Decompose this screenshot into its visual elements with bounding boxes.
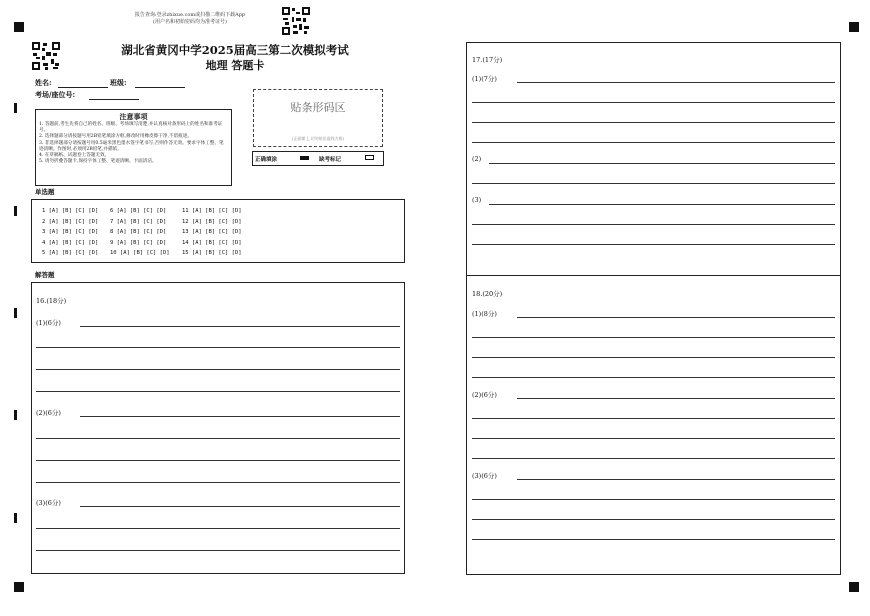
notice-item: 2. 选择题部分请按题号用2B铅笔填涂方框,修改时用橡皮擦干净,不留痕迹。 — [39, 134, 192, 140]
answer-line[interactable] — [36, 460, 400, 461]
mcq-question[interactable]: 9 [A] [B] [C] [D] — [110, 239, 167, 246]
notice-item: 5. 请勿折叠答题卡,保持字体工整、笔迹清晰、卡面清洁。 — [39, 159, 157, 165]
timing-mark — [14, 103, 17, 113]
answer-line[interactable] — [472, 244, 835, 245]
room-field[interactable] — [89, 99, 139, 100]
answer-line[interactable] — [36, 528, 400, 529]
mcq-section-label: 单选题 — [35, 188, 55, 196]
name-field[interactable] — [58, 87, 108, 88]
mcq-question[interactable]: 12 [A] [B] [C] [D] — [182, 218, 242, 225]
q17-part3-label: (3) — [472, 196, 482, 204]
mcq-question[interactable]: 8 [A] [B] [C] [D] — [110, 229, 167, 235]
answer-line[interactable] — [489, 163, 835, 164]
answer-line[interactable] — [36, 391, 400, 392]
class-field[interactable] — [135, 87, 185, 88]
answer-line[interactable] — [36, 438, 400, 439]
mcq-question[interactable]: 6 [A] [B] [C] [D] — [110, 208, 167, 214]
answer-line[interactable] — [80, 326, 400, 327]
timing-mark — [14, 206, 17, 216]
answer-line[interactable] — [472, 519, 835, 520]
mcq-question[interactable]: 4 [A] [B] [C] [D] — [42, 239, 99, 246]
mcq-column — [42, 206, 98, 259]
q17-part1-label: (1)(7分) — [472, 75, 497, 83]
answer-line[interactable] — [517, 479, 835, 480]
corner-mark-tr — [849, 22, 859, 32]
notice-item: 3. 非选择题部分请按题号用0.5毫米黑色墨水签字笔书写,否则作答无效。要求字体工整、笔迹清晰。作图时,必须用2B铅笔,并描浓。 — [39, 140, 224, 152]
report-notice — [110, 12, 270, 26]
corner-mark-bl — [14, 582, 24, 592]
q16-part3-label: (3)(6分) — [36, 499, 61, 507]
answer-line[interactable] — [472, 438, 835, 439]
subject-title: 地理 答题卡 — [205, 59, 265, 72]
answer-line[interactable] — [472, 142, 835, 143]
answer-line[interactable] — [472, 377, 835, 378]
answer-line[interactable] — [489, 204, 835, 205]
answer-line[interactable] — [36, 550, 400, 551]
timing-mark — [14, 410, 17, 420]
q18-part1-label: (1)(8分) — [472, 310, 497, 318]
correct-fill-label: 正确填涂 — [255, 157, 278, 163]
mcq-question[interactable]: 10 [A] [B] [C] [D] — [110, 250, 170, 256]
correct-fill-sample — [300, 156, 309, 160]
q18-part3-label: (3)(6分) — [472, 472, 497, 480]
answer-line[interactable] — [472, 102, 835, 103]
q16-part1-label: (1)(6分) — [36, 319, 61, 327]
mcq-question[interactable]: 11 [A] [B] [C] [D] — [182, 208, 242, 214]
absent-mark-label: 缺考标记 — [319, 157, 342, 163]
answer-line[interactable] — [472, 357, 835, 358]
corner-mark-br — [849, 582, 859, 592]
notice-item: 4. 在草稿纸、试题卷上答题无效。 — [39, 153, 110, 159]
notice-box — [35, 109, 232, 186]
mcq-column — [110, 206, 170, 259]
answer-line[interactable] — [472, 337, 835, 338]
name-label: 姓名: — [35, 78, 52, 87]
mcq-question[interactable]: 1 [A] [B] [C] [D] — [42, 208, 99, 214]
q17-part2-label: (2) — [472, 155, 482, 163]
mcq-question[interactable]: 7 [A] [B] [C] [D] — [110, 218, 167, 225]
timing-mark — [14, 513, 17, 523]
corner-mark-tl — [14, 22, 24, 32]
question-divider — [467, 275, 840, 276]
q18-title: 18.(20分) — [472, 290, 503, 298]
barcode-area — [253, 89, 383, 147]
barcode-label: 贴条形码区 — [290, 101, 346, 114]
mcq-question[interactable]: 3 [A] [B] [C] [D] — [42, 229, 99, 235]
answer-line[interactable] — [517, 82, 835, 83]
answer-line[interactable] — [472, 499, 835, 500]
room-label: 考场/座位号: — [35, 90, 76, 99]
answer-line[interactable] — [472, 122, 835, 123]
barcode-hint: (正面朝上,切勿贴出虚线方框) — [291, 136, 345, 141]
exam-title: 湖北省黄冈中学2025届高三第二次模拟考试 — [121, 43, 349, 57]
answer-line[interactable] — [472, 539, 835, 540]
answer-line[interactable] — [36, 369, 400, 370]
qr-code-icon — [281, 6, 311, 36]
right-answer-column — [466, 42, 841, 575]
report-notice-line2: (用户名和初始密码均为准考证号) — [153, 19, 227, 25]
answer-line[interactable] — [80, 416, 400, 417]
mcq-column — [182, 206, 242, 259]
mcq-question[interactable]: 5 [A] [B] [C] [D] — [42, 250, 99, 256]
class-label: 班级: — [110, 78, 127, 87]
q16-title: 16.(18分) — [36, 297, 67, 305]
report-notice-line1: 报告查询:登录zhixue.com或扫描二维码下载App — [134, 12, 246, 18]
timing-mark — [14, 308, 17, 318]
mcq-question[interactable]: 15 [A] [B] [C] [D] — [182, 250, 242, 256]
answer-line[interactable] — [517, 398, 835, 399]
mcq-box — [31, 199, 405, 263]
answer-line[interactable] — [36, 482, 400, 483]
answer-line[interactable] — [80, 506, 400, 507]
fill-legend — [252, 151, 384, 166]
q16-answer-box[interactable] — [31, 282, 405, 574]
mcq-question[interactable]: 14 [A] [B] [C] [D] — [182, 239, 242, 246]
answer-line[interactable] — [472, 418, 835, 419]
answer-line[interactable] — [472, 458, 835, 459]
answer-line[interactable] — [472, 224, 835, 225]
answer-line[interactable] — [472, 183, 835, 184]
answer-line[interactable] — [36, 347, 400, 348]
absent-mark-box[interactable] — [365, 155, 374, 160]
answers-section-label: 解答题 — [35, 271, 55, 279]
q17-title: 17.(17分) — [472, 56, 503, 64]
answer-line[interactable] — [517, 317, 835, 318]
notice-title: 注意事项 — [119, 112, 148, 121]
mcq-question[interactable]: 13 [A] [B] [C] [D] — [182, 229, 242, 235]
mcq-question[interactable]: 2 [A] [B] [C] [D] — [42, 218, 99, 225]
q18-part2-label: (2)(6分) — [472, 391, 497, 399]
qr-code-icon — [31, 41, 61, 71]
q16-part2-label: (2)(6分) — [36, 409, 61, 417]
notice-item: 1. 答题前,考生先将自己的姓名、班级、考场填写清楚,并认真核对条形码上的姓名和准考证号。 — [39, 122, 223, 134]
